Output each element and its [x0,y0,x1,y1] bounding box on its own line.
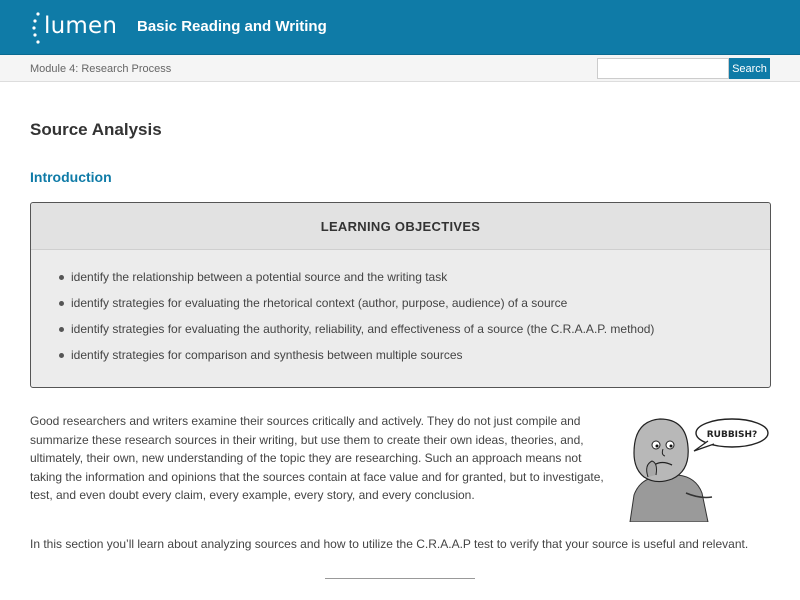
list-item [71,268,654,294]
learning-objectives-title: LEARNING OBJECTIVES [320,219,481,234]
bullet-icon [59,275,64,280]
learning-objectives-box [30,202,771,388]
top-header-bar [0,0,800,55]
course-title[interactable]: Basic Reading and Writing [137,18,327,35]
logo-dots-icon [30,9,44,47]
list-item-text: identify strategies for comparison and synthesis between multiple sources [71,348,463,362]
section-divider [325,578,475,579]
intro-paragraph: Good researchers and writers examine their sources critically and actively. They do not just compile and summarize these research sources in their writing, but use them to create their own ideas, theories, and, ultimately, their own, new understanding of the topic they are researching. Such an approach means not taking the information and opinions that the sources contain at face value and for granted, but to investigate, test, and even doubt every claim, every example, every story, and every conclusion. [30,414,604,502]
list-item-text: identify strategies for evaluating the authority, reliability, and effectiveness of a source (the C.R.A.A.P. method) [71,322,655,336]
page-title: Source Analysis [30,120,162,139]
speech-bubble-text: RUBBISH? [706,430,758,440]
learning-objectives-list [71,268,654,372]
lumen-logo[interactable] [30,9,118,47]
list-item [71,294,654,320]
logo-text: lumen [44,13,118,39]
search-button[interactable]: Search [729,58,770,79]
bullet-icon [59,353,64,358]
bullet-icon [59,327,64,332]
search-input[interactable] [597,58,729,79]
section-heading-introduction: Introduction [30,169,112,185]
list-item-text: identify the relationship between a potential source and the writing task [71,270,448,284]
list-item [71,320,654,346]
list-item [71,346,654,372]
rubbish-cartoon-image [626,413,771,522]
breadcrumb[interactable]: Module 4: Research Process [30,63,172,75]
closing-paragraph: In this section you’ll learn about analyzing sources and how to utilize the C.R.A.A.P test to verify that your source is useful and relevant. [30,537,749,551]
list-item-text: identify strategies for evaluating the rhetorical context (author, purpose, audience) of a source [71,296,568,310]
breadcrumb-bar [0,55,800,82]
learning-objectives-header [31,203,770,250]
bullet-icon [59,301,64,306]
